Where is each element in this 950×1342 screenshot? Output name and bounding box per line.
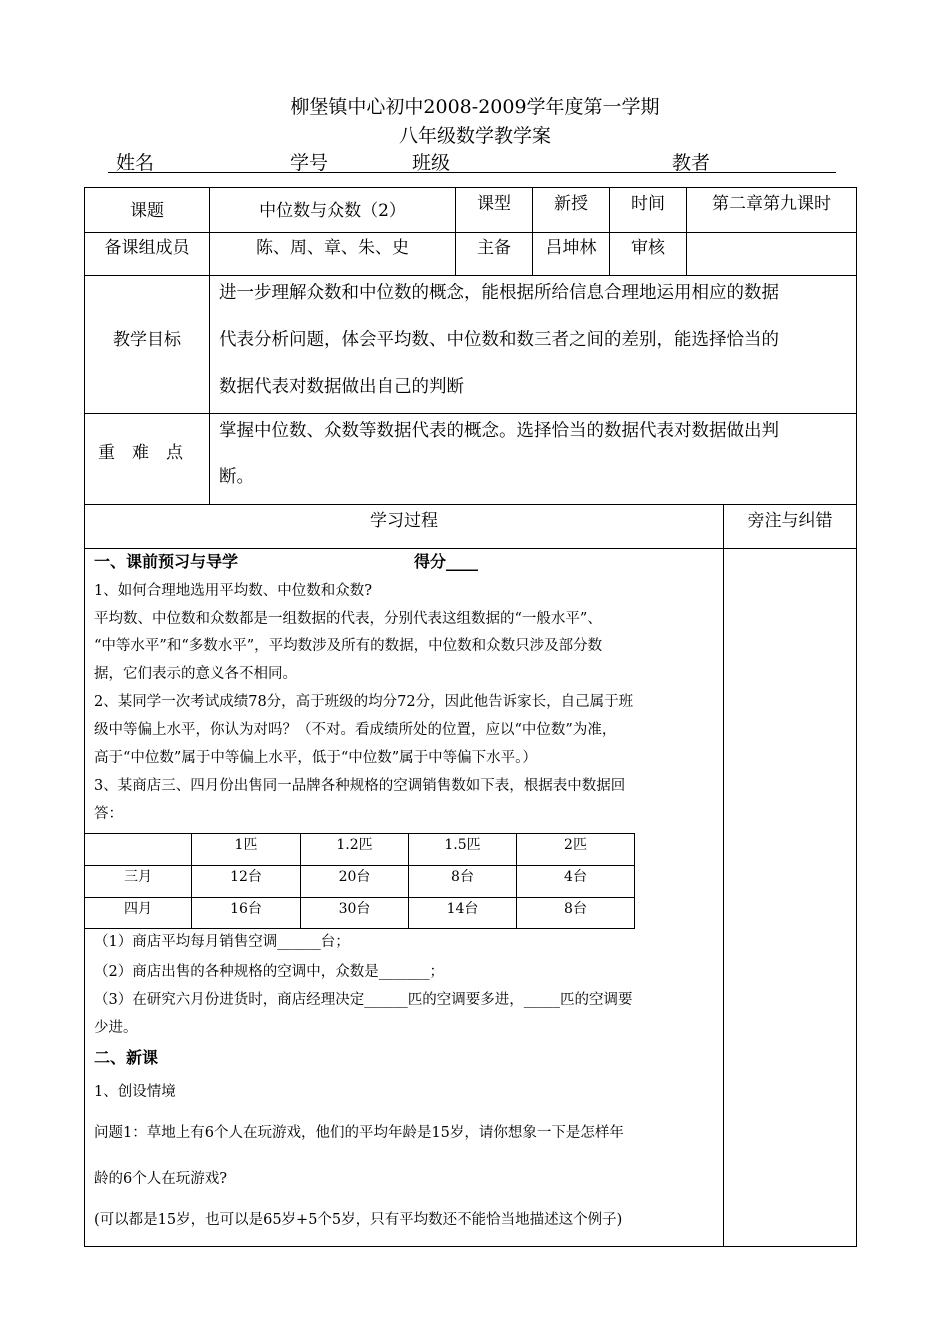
s1-line-7: 高于“中位数”属于中等偏上水平，低于“中位数”属于中等偏下水平。） (94, 750, 537, 766)
s1-line-1: 1、如何合理地选用平均数、中位数和众数? (94, 583, 372, 599)
time-value: 第二章第九课时 (712, 194, 831, 214)
lead-label: 主备 (477, 238, 511, 258)
doc-title-line2: 八年级数学教学案 (398, 125, 551, 147)
type-value: 新授 (554, 194, 588, 214)
type-label: 课型 (477, 194, 511, 214)
sales-row-march-label: 三月 (124, 869, 152, 885)
problem1-line1: 问题1：草地上有6个人在玩游戏，他们的平均年龄是15岁，请你想象一下是怎样年 (94, 1125, 624, 1141)
s1-line-3: “中等水平”和“多数水平”，平均数涉及所有的数据，中位数和众数只涉及部分数 (94, 638, 603, 654)
signature-underline (108, 172, 836, 173)
sales-cell: 14台 (446, 901, 479, 917)
side-notes-header: 旁注与纠错 (747, 511, 833, 531)
doc-title-line1: 柳堡镇中心初中2008-2009学年度第一学期 (290, 96, 660, 118)
sales-row-april-label: 四月 (124, 901, 152, 917)
section2-sub1: 1、创设情境 (94, 1084, 176, 1100)
s1-line-8: 3、某商店三、四月份出售同一品牌各种规格的空调销售数如下表，根据表中数据回 (94, 778, 626, 794)
teacher-label: 教者 (672, 152, 711, 174)
section1-score: 得分____ (414, 552, 479, 571)
review-label: 审核 (631, 238, 665, 258)
time-label: 时间 (631, 194, 665, 214)
question-2: （2）商店出售的各种规格的空调中，众数是_______； (94, 964, 444, 980)
problem1-answer: (可以都是15岁，也可以是65岁+5个5岁，只有平均数还不能恰当地描述这个例子) (94, 1212, 623, 1228)
goals-line-1: 进一步理解众数和中位数的概念，能根据所给信息合理地运用相应的数据 (219, 283, 779, 303)
sales-cell: 30台 (338, 901, 371, 917)
sales-header-3: 1.5匹 (444, 837, 481, 853)
s1-line-6: 级中等偏上水平，你认为对吗？（不对。看成绩所处的位置，应以“中位数”为准， (94, 722, 617, 738)
s1-line-2: 平均数、中位数和众数都是一组数据的代表，分别代表这组数据的“一般水平”、 (94, 611, 602, 627)
goals-label: 教学目标 (113, 330, 181, 350)
section1-heading: 一、课前预习与导学 (94, 552, 239, 571)
sales-cell: 16台 (230, 901, 262, 917)
group-value: 陈、周、章、朱、史 (256, 238, 409, 258)
sales-cell: 8台 (564, 901, 587, 917)
s1-line-5: 2、某同学一次考试成绩78分，高于班级的均分72分，因此他告诉家长，自己属于班 (94, 694, 634, 710)
goals-line-3: 数据代表对数据做出自己的判断 (219, 377, 464, 397)
class-label: 班级 (412, 152, 451, 174)
question-3-cont: 少进。 (94, 1020, 138, 1036)
question-3: （3）在研究六月份进货时，商店经理决定______匹的空调要多进，_____匹的空调要 (94, 992, 633, 1008)
sales-header-1: 1匹 (234, 837, 258, 853)
keypoints-line-2: 断。 (219, 467, 254, 487)
group-label: 备课组成员 (104, 238, 190, 258)
student-no-label: 学号 (290, 152, 329, 174)
sales-cell: 20台 (338, 869, 371, 885)
sales-cell: 4台 (564, 869, 587, 885)
process-header: 学习过程 (370, 511, 438, 531)
keypoints-line-1: 掌握中位数、众数等数据代表的概念。选择恰当的数据代表对数据做出判 (219, 421, 779, 441)
problem1-line2: 龄的6个人在玩游戏? (94, 1171, 227, 1187)
sales-header-4: 2匹 (564, 837, 587, 853)
section2-heading: 二、新课 (94, 1048, 159, 1067)
goals-line-2: 代表分析问题，体会平均数、中位数和数三者之间的差别，能选择恰当的 (219, 330, 779, 350)
topic-label: 课题 (130, 201, 164, 221)
s1-line-4: 据，它们表示的意义各不相同。 (94, 666, 297, 682)
sales-header-2: 1.2匹 (336, 837, 373, 853)
lead-value: 吕坤林 (545, 238, 597, 258)
topic-value: 中位数与众数（2） (259, 201, 406, 221)
name-label: 姓名 (116, 152, 155, 174)
question-1: （1）商店平均每月销售空调______台； (94, 934, 350, 950)
sales-cell: 8台 (451, 869, 474, 885)
keypoints-label: 重 难 点 (98, 443, 183, 463)
s1-line-9: 答： (94, 806, 123, 822)
sales-cell: 12台 (230, 869, 262, 885)
